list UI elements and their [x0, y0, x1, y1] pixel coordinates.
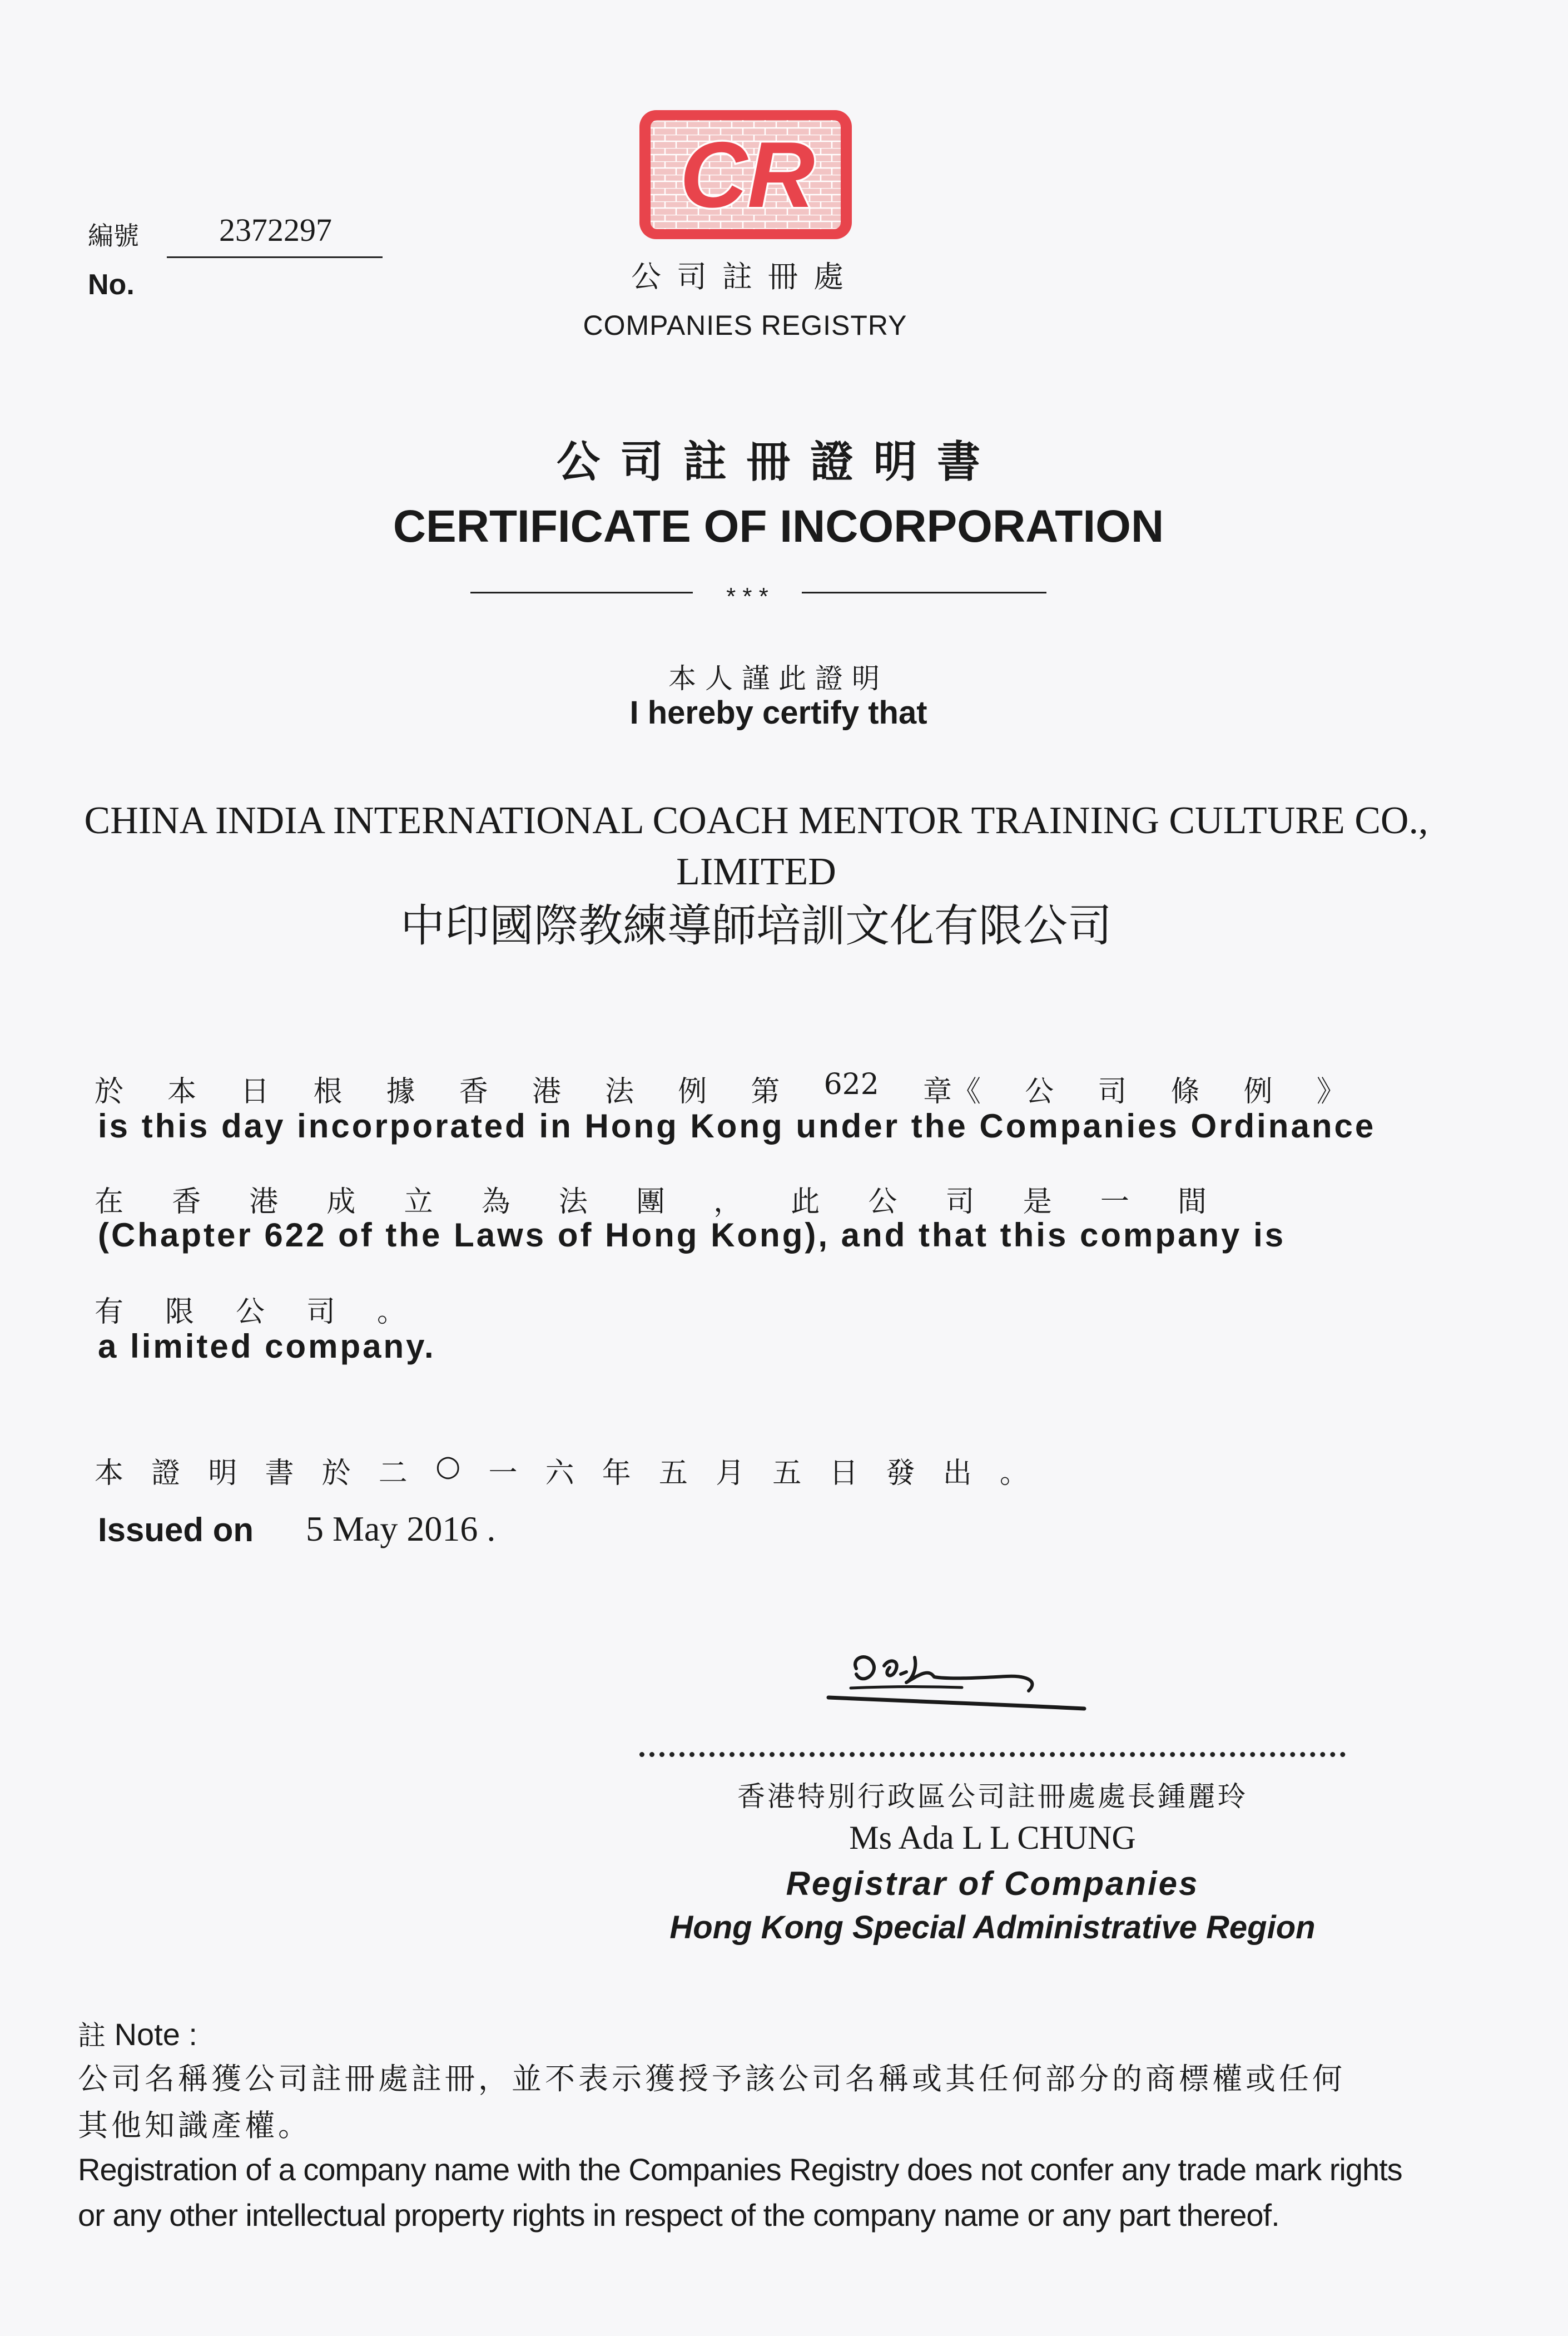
char: 六 [545, 1457, 574, 1490]
char: 司 [945, 1185, 975, 1219]
char: 年 [602, 1457, 631, 1490]
note-en [78, 2147, 1496, 2238]
company-name-en-line2: LIMITED [676, 850, 836, 893]
char: 日 [240, 1075, 270, 1108]
signature-line [639, 1752, 1346, 1757]
note-en-line2: or any other intellectual property rights in respect of the company name or any part thereof. [78, 2198, 1279, 2233]
body-en-line1: is this day incorporated in Hong Kong under the Companies Ordinance [98, 1107, 1376, 1145]
note-label-en: Note [114, 2017, 180, 2052]
note-zh-line2: 其他知識產權。 [78, 2108, 311, 2143]
char: 法 [558, 1185, 588, 1219]
certify-zh: 本人謹此證明 [668, 662, 889, 695]
company-name-en [83, 795, 1429, 898]
char: ○ [435, 1449, 461, 1483]
char: 港 [249, 1185, 279, 1219]
title-en: CERTIFICATE OF INCORPORATION [393, 501, 1164, 552]
char: 在 [95, 1185, 124, 1219]
registrar-signature [817, 1635, 1106, 1730]
registrar-title-en: Registrar of Companies [786, 1865, 1199, 1902]
char: 》 [1316, 1075, 1346, 1108]
char: 立 [404, 1185, 433, 1219]
registrar-region: Hong Kong Special Administrative Region [669, 1909, 1316, 1946]
char: 章《 [922, 1075, 981, 1108]
body-en-line2: (Chapter 622 of the Laws of Hong Kong), and that this company is [98, 1216, 1286, 1254]
char: 香 [459, 1075, 488, 1108]
body-zh-line2 [95, 1178, 1207, 1220]
registry-name-zh: 公司註冊處 [631, 259, 859, 294]
logo-text: CR [679, 122, 815, 227]
char: 日 [829, 1457, 859, 1490]
note-zh-line1: 公司名稱獲公司註冊處註冊，並不表示獲授予該公司名稱或其任何部分的商標權或任何 [78, 2061, 1346, 2096]
char: 公 [235, 1295, 265, 1329]
char: 公 [1025, 1075, 1054, 1108]
company-name-zh: 中印國際教練導師培訓文化有限公司 [400, 900, 1112, 952]
certify-en: I hereby certify that [629, 695, 927, 731]
divider-right [802, 592, 1046, 593]
number-label-zh: 編號 [88, 221, 139, 251]
registrar-title-zh: 香港特別行政區公司註冊處處長鍾麗玲 [737, 1780, 1248, 1813]
char: 據 [386, 1075, 415, 1108]
note-en-line1: Registration of a company name with the Companies Registry does not confer any trade mark rights [78, 2152, 1402, 2187]
companies-registry-logo [637, 108, 854, 241]
char: 五 [772, 1457, 802, 1490]
char: 622 [823, 1068, 879, 1101]
char: 出 [942, 1457, 972, 1490]
char: 司 [306, 1295, 335, 1329]
char: 於 [321, 1457, 351, 1490]
char: 明 [208, 1457, 237, 1490]
char: 第 [751, 1075, 780, 1108]
char: 限 [165, 1295, 194, 1329]
note-label-colon: : [188, 2017, 197, 2052]
char: 港 [532, 1075, 561, 1108]
note-zh [78, 2056, 1468, 2149]
char: 成 [326, 1185, 356, 1219]
body-zh-line3 [95, 1288, 406, 1330]
char: 條 [1170, 1075, 1200, 1108]
char: 二 [378, 1457, 408, 1490]
issued-zh [95, 1449, 1029, 1491]
char: 月 [716, 1457, 745, 1490]
divider-left [470, 592, 693, 593]
char: 是 [1023, 1185, 1052, 1219]
char: 間 [1177, 1185, 1207, 1219]
char: 於 [95, 1075, 124, 1108]
char: 公 [868, 1185, 897, 1219]
company-name-en-line1: CHINA INDIA INTERNATIONAL COACH MENTOR TRAINING CULTURE CO., [84, 799, 1428, 842]
char: 發 [886, 1457, 915, 1490]
char: 根 [313, 1075, 343, 1108]
divider-stars: * * * [726, 583, 768, 610]
issued-label: Issued on [98, 1511, 254, 1548]
char: 例 [1243, 1075, 1273, 1108]
note-label [78, 2013, 197, 2053]
char: 本 [167, 1075, 197, 1108]
char: 司 [1098, 1075, 1127, 1108]
char: 一 [1100, 1185, 1129, 1219]
char: 香 [172, 1185, 201, 1219]
number-label-en: No. [88, 269, 135, 301]
char: ， [713, 1185, 743, 1219]
title-zh: 公司註冊證明書 [556, 437, 1000, 487]
char: 證 [151, 1457, 181, 1490]
char: 。 [999, 1457, 1029, 1490]
char: 書 [265, 1457, 294, 1490]
char: 團 [636, 1185, 665, 1219]
char: 五 [658, 1457, 688, 1490]
char: 為 [481, 1185, 510, 1219]
note-label-zh: 註 [78, 2020, 106, 2052]
registrar-name: Ms Ada L L CHUNG [849, 1819, 1136, 1856]
char: 一 [488, 1457, 518, 1490]
char: 法 [605, 1075, 634, 1108]
body-en-line3: a limited company. [98, 1328, 436, 1365]
char: 例 [678, 1075, 707, 1108]
char: 有 [95, 1295, 124, 1329]
body-zh-line1 [95, 1068, 1346, 1110]
char: 。 [376, 1295, 406, 1329]
certificate-number: 2372297 [167, 211, 383, 258]
issued-date: 5 May 2016 . [306, 1509, 496, 1548]
registry-name-en: COMPANIES REGISTRY [583, 310, 907, 341]
char: 此 [791, 1185, 820, 1219]
char: 本 [95, 1457, 124, 1490]
